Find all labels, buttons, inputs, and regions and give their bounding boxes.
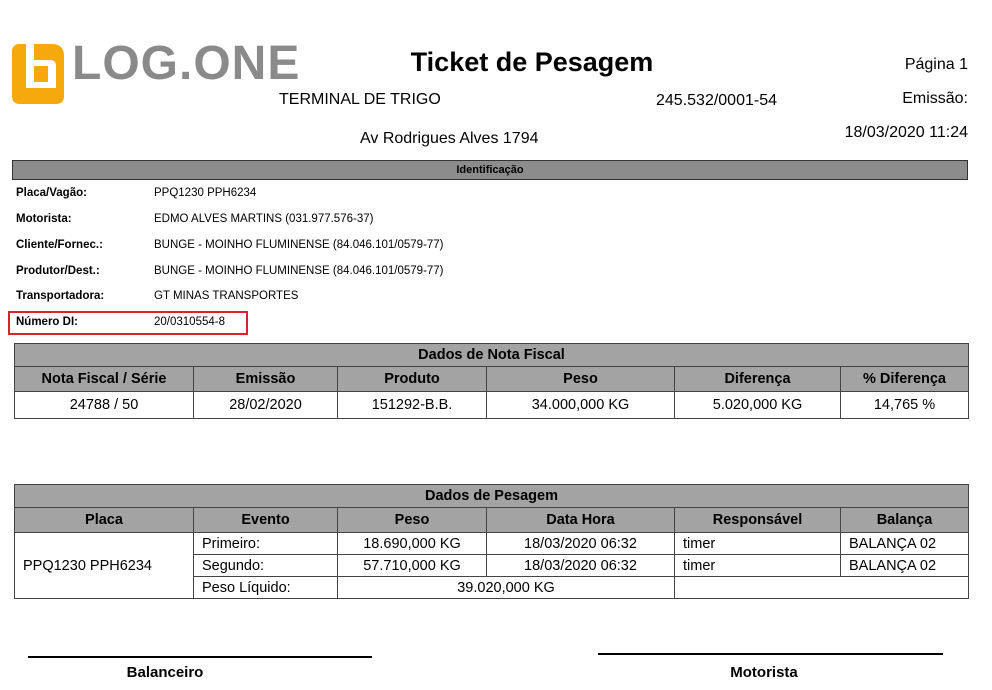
id-value: GT MINAS TRANSPORTES: [154, 290, 299, 302]
nf-cell-pct-diferenca: 14,765 %: [841, 392, 969, 419]
id-value: BUNGE - MOINHO FLUMINENSE (84.046.101/0579-77): [154, 265, 444, 277]
pes-cell-placa: PPQ1230 PPH6234: [15, 533, 194, 599]
signature-line-motorista: [598, 653, 943, 655]
address: Av Rodrigues Alves 1794: [360, 130, 539, 147]
nf-header-nota: Nota Fiscal / Série: [15, 367, 194, 392]
nf-cell-emissao: 28/02/2020: [194, 392, 338, 419]
pes-cell-responsavel: timer: [675, 555, 841, 577]
nf-header-emissao: Emissão: [194, 367, 338, 392]
terminal-name: TERMINAL DE TRIGO: [279, 91, 441, 108]
pes-header-peso: Peso: [338, 508, 487, 533]
pes-cell-liquido-label: Peso Líquido:: [194, 577, 338, 599]
nf-header-produto: Produto: [338, 367, 487, 392]
emission-datetime: 18/03/2020 11:24: [844, 124, 968, 141]
signature-line-balanceiro: [28, 656, 372, 658]
nf-header-diferenca: Diferença: [675, 367, 841, 392]
pes-header-responsavel: Responsável: [675, 508, 841, 533]
pes-cell-empty: [675, 577, 969, 599]
pesagem-title: Dados de Pesagem: [15, 485, 969, 508]
pes-cell-evento: Primeiro:: [194, 533, 338, 555]
pes-cell-evento: Segundo:: [194, 555, 338, 577]
id-label: Transportadora:: [16, 290, 105, 302]
page-title: Ticket de Pesagem: [410, 47, 654, 77]
nf-header-pct-diferenca: % Diferença: [841, 367, 969, 392]
pes-cell-peso: 57.710,000 KG: [338, 555, 487, 577]
table-row: [15, 533, 969, 555]
nf-cell-peso: 34.000,000 KG: [487, 392, 675, 419]
pes-cell-peso: 18.690,000 KG: [338, 533, 487, 555]
pes-cell-data-hora: 18/03/2020 06:32: [487, 555, 675, 577]
pes-header-evento: Evento: [194, 508, 338, 533]
id-label: Placa/Vagão:: [16, 187, 87, 199]
nf-header-peso: Peso: [487, 367, 675, 392]
nota-fiscal-table: [14, 343, 969, 419]
id-value: EDMO ALVES MARTINS (031.977.576-37): [154, 213, 374, 225]
nf-cell-diferenca: 5.020,000 KG: [675, 392, 841, 419]
id-label: Número DI:: [16, 316, 78, 328]
id-label: Motorista:: [16, 213, 72, 225]
nf-cell-produto: 151292-B.B.: [338, 392, 487, 419]
identification-header: Identificação: [12, 160, 968, 180]
signature-label-motorista: Motorista: [730, 664, 798, 681]
pes-header-placa: Placa: [15, 508, 194, 533]
pes-header-balanca: Balança: [841, 508, 969, 533]
pes-cell-balanca: BALANÇA 02: [841, 533, 969, 555]
pes-header-data-hora: Data Hora: [487, 508, 675, 533]
pesagem-table: [14, 484, 969, 599]
id-value: BUNGE - MOINHO FLUMINENSE (84.046.101/0579-77): [154, 239, 444, 251]
cnpj: 245.532/0001-54: [656, 92, 777, 109]
pes-cell-data-hora: 18/03/2020 06:32: [487, 533, 675, 555]
id-value: PPQ1230 PPH6234: [154, 187, 257, 199]
pes-cell-liquido-value: 39.020,000 KG: [338, 577, 675, 599]
pes-cell-responsavel: timer: [675, 533, 841, 555]
table-row: [15, 392, 969, 419]
nf-cell-nota: 24788 / 50: [15, 392, 194, 419]
id-label: Produtor/Dest.:: [16, 265, 100, 277]
numero-di-highlight-box: [8, 311, 248, 335]
id-label: Cliente/Fornec.:: [16, 239, 103, 251]
nota-fiscal-title: Dados de Nota Fiscal: [15, 344, 969, 367]
signature-label-balanceiro: Balanceiro: [126, 664, 204, 681]
pes-cell-balanca: BALANÇA 02: [841, 555, 969, 577]
logo-text: LOG.ONE: [72, 37, 301, 90]
emission-label: Emissão:: [902, 90, 968, 107]
page-number: Página 1: [904, 56, 968, 73]
id-value: 20/0310554-8: [154, 316, 225, 328]
